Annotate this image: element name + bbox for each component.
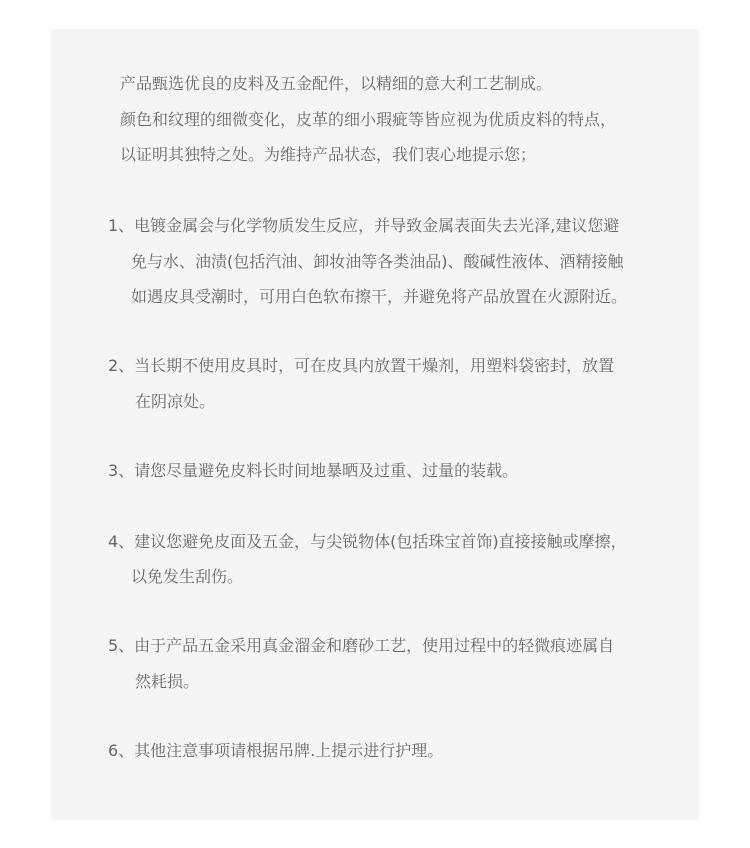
item-1-line-2: 免与水、油渍(包括汽油、卸妆油等各类油品)、酸碱性液体、酒精接触 <box>131 252 624 271</box>
item-2-line-2: 在阴凉处。 <box>135 392 216 411</box>
item-3-line-1: 3、请您尽量避免皮料长时间地暴晒及过重、过量的装载。 <box>108 461 519 480</box>
item-6-line-1: 6、其他注意事项请根据吊牌.上提示进行护理。 <box>108 741 444 760</box>
item-1-line-3: 如遇皮具受潮时，可用白色软布擦干，并避免将产品放置在火源附近。 <box>131 287 628 306</box>
item-2-line-1: 2、当长期不使用皮具时，可在皮具内放置干燥剂，用塑料袋密封，放置 <box>108 356 615 375</box>
item-5-line-1: 5、由于产品五金采用真金溜金和磨砂工艺，使用过程中的轻微痕迹属自 <box>108 636 615 655</box>
item-4-line-1: 4、建议您避免皮面及五金，与尖锐物体(包括珠宝首饰)直接接触或摩擦， <box>108 532 627 551</box>
item-1-line-1: 1、电镀金属会与化学物质发生反应，并导致金属表面失去光泽,建议您避 <box>108 216 620 235</box>
intro-line-3: 以证明其独特之处。为维持产品状态，我们衷心地提示您； <box>120 145 537 164</box>
item-5-line-2: 然耗损。 <box>135 672 200 691</box>
intro-line-1: 产品甄选优良的皮料及五金配件，以精细的意大利工艺制成。 <box>120 74 553 93</box>
item-4-line-2: 以免发生刮伤。 <box>131 567 244 586</box>
intro-line-2: 颜色和纹理的细微变化，皮革的细小瑕疵等皆应视为优质皮料的特点， <box>120 110 617 129</box>
